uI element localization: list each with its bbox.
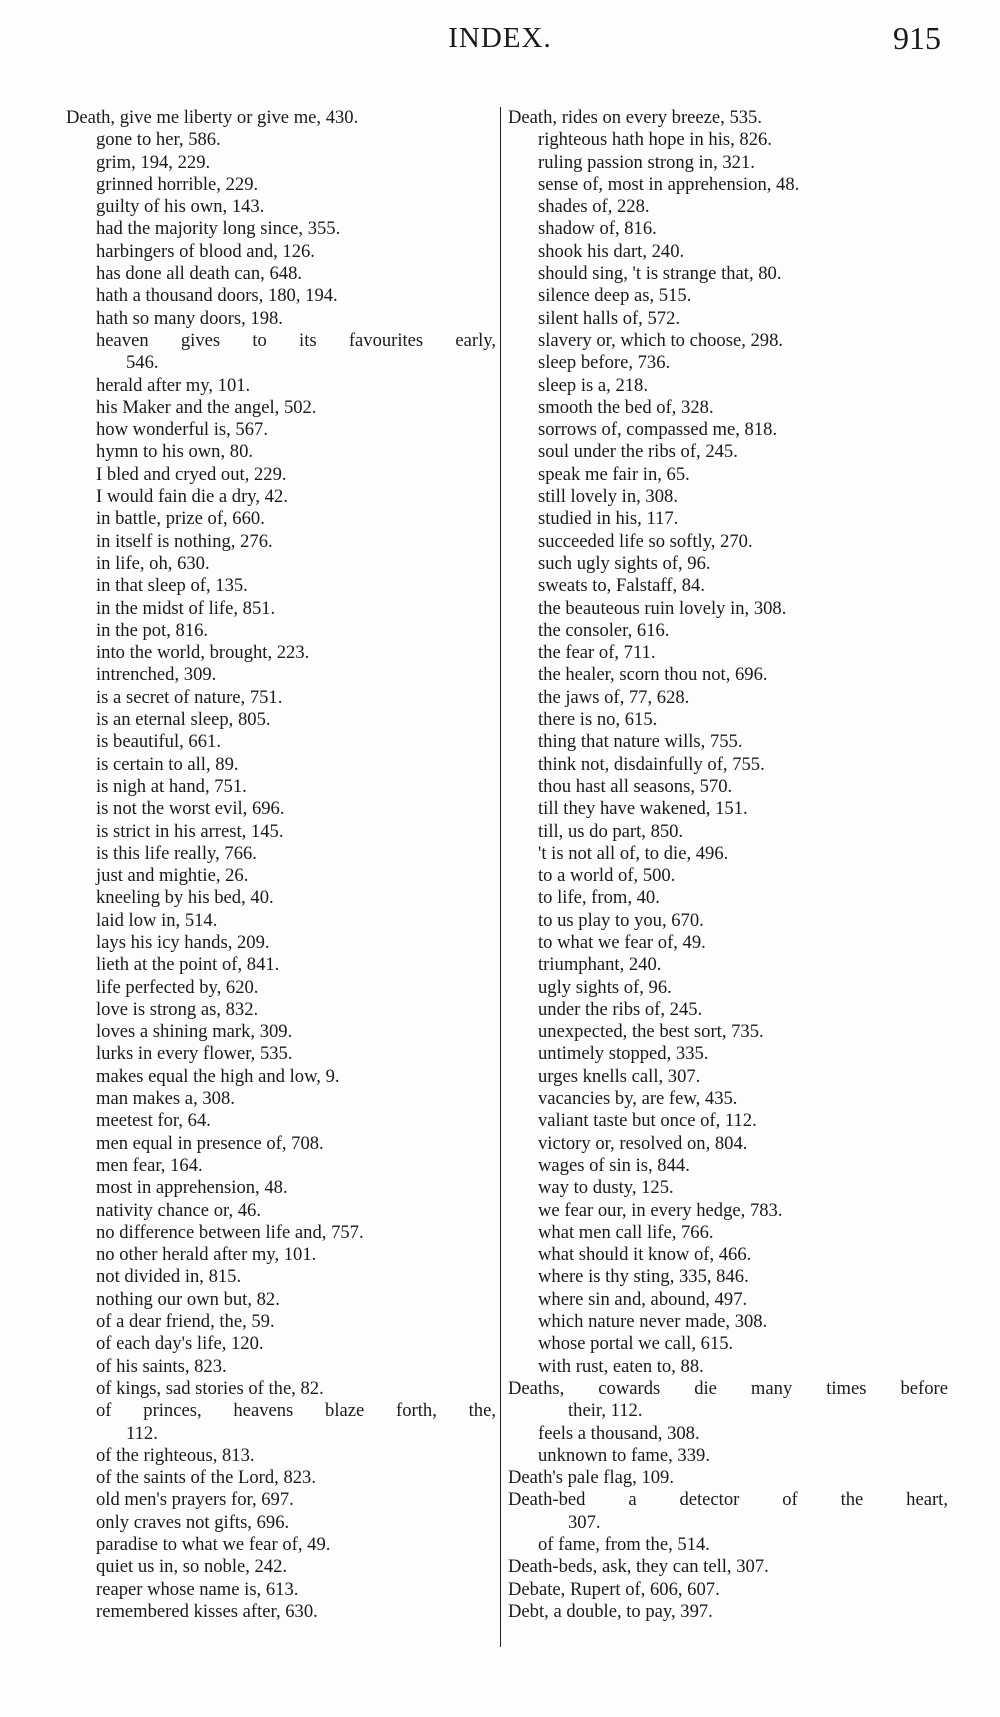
index-column-right xyxy=(508,107,954,1623)
index-continuation: 112. xyxy=(126,1422,158,1444)
running-title: INDEX. xyxy=(448,22,552,54)
index-subentry: is beautiful, 661. xyxy=(96,731,221,753)
index-heading: Death, give me liberty or give me, 430. xyxy=(66,107,359,128)
index-subentry: gone to her, 586. xyxy=(96,129,221,151)
index-subentry: into the world, brought, 223. xyxy=(96,642,310,664)
index-heading: Debate, Rupert of, 606, 607. xyxy=(508,1578,720,1600)
index-subentry: the healer, scorn thou not, 696. xyxy=(538,664,768,686)
index-subentry: wages of sin is, 844. xyxy=(538,1154,690,1176)
index-subentry: in itself is nothing, 276. xyxy=(96,530,273,552)
index-subentry: nothing our own but, 82. xyxy=(96,1288,280,1310)
index-subentry: lurks in every flower, 535. xyxy=(96,1043,293,1065)
index-heading: Death-bed a detector of the heart, xyxy=(508,1489,948,1511)
index-subentry: lieth at the point of, 841. xyxy=(96,954,280,976)
index-subentry: which nature never made, 308. xyxy=(538,1311,768,1333)
index-heading: Death's pale flag, 109. xyxy=(508,1467,674,1489)
index-subentry: old men's prayers for, 697. xyxy=(96,1489,294,1511)
index-subentry: we fear our, in every hedge, 783. xyxy=(538,1199,783,1221)
index-column-left xyxy=(66,107,496,1623)
index-subentry: harbingers of blood and, 126. xyxy=(96,240,315,262)
index-subentry: how wonderful is, 567. xyxy=(96,419,268,441)
index-subentry: is nigh at hand, 751. xyxy=(96,775,247,797)
index-subentry: silent halls of, 572. xyxy=(538,307,681,329)
index-subentry: grinned horrible, 229. xyxy=(96,173,259,195)
index-subentry: I bled and cryed out, 229. xyxy=(96,463,287,485)
index-subentry: ugly sights of, 96. xyxy=(538,976,672,998)
index-subentry: to a world of, 500. xyxy=(538,865,676,887)
index-subentry: hath a thousand doors, 180, 194. xyxy=(96,285,338,307)
index-subentry: such ugly sights of, 96. xyxy=(538,552,711,574)
index-subentry: what men call life, 766. xyxy=(538,1221,714,1243)
index-subentry: speak me fair in, 65. xyxy=(538,463,690,485)
index-subentry: heaven gives to its favourites early, xyxy=(96,329,496,351)
index-continuation: their, 112. xyxy=(568,1400,643,1422)
index-subentry: paradise to what we fear of, 49. xyxy=(96,1534,331,1555)
index-subentry: shades of, 228. xyxy=(538,196,650,218)
index-subentry: love is strong as, 832. xyxy=(96,998,259,1020)
index-subentry: only craves not gifts, 696. xyxy=(96,1511,290,1533)
index-subentry: loves a shining mark, 309. xyxy=(96,1021,293,1043)
index-subentry: what should it know of, 466. xyxy=(538,1244,752,1266)
index-subentry: unknown to fame, 339. xyxy=(538,1444,710,1466)
index-subentry: men equal in presence of, 708. xyxy=(96,1132,324,1154)
index-subentry: grim, 194, 229. xyxy=(96,151,211,173)
index-subentry: of the saints of the Lord, 823. xyxy=(96,1467,316,1489)
index-subentry: 't is not all of, to die, 496. xyxy=(538,842,729,864)
index-heading: Deaths, cowards die many times before xyxy=(508,1377,948,1399)
index-subentry: in that sleep of, 135. xyxy=(96,575,248,597)
index-subentry: the consoler, 616. xyxy=(538,619,670,641)
index-subentry: way to dusty, 125. xyxy=(538,1177,674,1199)
index-subentry: hymn to his own, 80. xyxy=(96,441,254,463)
index-subentry: no other herald after my, 101. xyxy=(96,1244,317,1266)
index-subentry: till, us do part, 850. xyxy=(538,820,684,842)
index-subentry: of kings, sad stories of the, 82. xyxy=(96,1377,324,1399)
index-subentry: under the ribs of, 245. xyxy=(538,998,703,1020)
index-subentry: the fear of, 711. xyxy=(538,642,656,664)
index-subentry: I would fain die a dry, 42. xyxy=(96,486,288,508)
index-heading: Debt, a double, to pay, 397. xyxy=(508,1600,713,1622)
index-subentry: still lovely in, 308. xyxy=(538,486,678,508)
index-subentry: life perfected by, 620. xyxy=(96,976,259,998)
index-subentry: valiant taste but once of, 112. xyxy=(538,1110,757,1132)
index-subentry: not divided in, 815. xyxy=(96,1266,242,1288)
index-subentry: triumphant, 240. xyxy=(538,954,662,976)
index-subentry: feels a thousand, 308. xyxy=(538,1422,700,1444)
index-subentry: vacancies by, are few, 435. xyxy=(538,1088,738,1110)
index-heading: Death, rides on every breeze, 535. xyxy=(508,107,763,128)
index-subentry: remembered kisses after, 630. xyxy=(96,1600,318,1622)
index-subentry: had the majority long since, 355. xyxy=(96,218,341,240)
index-subentry: ruling passion strong in, 321. xyxy=(538,151,755,173)
index-subentry: victory or, resolved on, 804. xyxy=(538,1132,748,1154)
page-number: 915 xyxy=(893,20,941,56)
page-header xyxy=(0,0,1000,80)
index-subentry: soul under the ribs of, 245. xyxy=(538,441,738,463)
index-subentry: guilty of his own, 143. xyxy=(96,196,265,218)
index-subentry: to what we fear of, 49. xyxy=(538,931,706,953)
index-continuation: 307. xyxy=(568,1511,601,1533)
index-subentry: has done all death can, 648. xyxy=(96,263,303,285)
index-subentry: thing that nature wills, 755. xyxy=(538,731,743,753)
index-subentry: in battle, prize of, 660. xyxy=(96,508,265,530)
index-subentry: nativity chance or, 46. xyxy=(96,1199,261,1221)
index-subentry: of his saints, 823. xyxy=(96,1355,227,1377)
index-subentry: of the righteous, 813. xyxy=(96,1444,255,1466)
index-continuation: 546. xyxy=(126,352,159,374)
index-subentry: kneeling by his bed, 40. xyxy=(96,887,274,909)
index-subentry: in life, oh, 630. xyxy=(96,552,210,574)
index-subentry: sleep is a, 218. xyxy=(538,374,648,396)
index-subentry: herald after my, 101. xyxy=(96,374,251,396)
column-divider xyxy=(500,107,501,1647)
index-subentry: untimely stopped, 335. xyxy=(538,1043,709,1065)
index-subentry: in the midst of life, 851. xyxy=(96,597,276,619)
index-subentry: should sing, 't is strange that, 80. xyxy=(538,263,782,285)
index-subentry: whose portal we call, 615. xyxy=(538,1333,734,1355)
index-subentry: is this life really, 766. xyxy=(96,842,257,864)
index-subentry: to life, from, 40. xyxy=(538,887,660,909)
index-subentry: hath so many doors, 198. xyxy=(96,307,283,329)
index-subentry: just and mightie, 26. xyxy=(96,865,249,887)
index-subentry: there is no, 615. xyxy=(538,709,658,731)
index-subentry: thou hast all seasons, 570. xyxy=(538,775,733,797)
index-subentry: quiet us in, so noble, 242. xyxy=(96,1556,288,1578)
index-subentry: till they have wakened, 151. xyxy=(538,798,748,820)
index-subentry: of fame, from the, 514. xyxy=(538,1534,710,1555)
index-subentry: of princes, heavens blaze forth, the, xyxy=(96,1400,496,1422)
index-subentry: smooth the bed of, 328. xyxy=(538,396,714,418)
index-subentry: silence deep as, 515. xyxy=(538,285,692,307)
index-subentry: unexpected, the best sort, 735. xyxy=(538,1021,764,1043)
index-subentry: succeeded life so softly, 270. xyxy=(538,530,753,552)
index-subentry: no difference between life and, 757. xyxy=(96,1221,364,1243)
index-subentry: his Maker and the angel, 502. xyxy=(96,396,317,418)
index-subentry: urges knells call, 307. xyxy=(538,1065,701,1087)
index-subentry: the jaws of, 77, 628. xyxy=(538,686,690,708)
index-subentry: the beauteous ruin lovely in, 308. xyxy=(538,597,787,619)
index-subentry: where sin and, abound, 497. xyxy=(538,1288,748,1310)
index-subentry: makes equal the high and low, 9. xyxy=(96,1065,340,1087)
index-subentry: man makes a, 308. xyxy=(96,1088,235,1110)
index-subentry: where is thy sting, 335, 846. xyxy=(538,1266,749,1288)
index-subentry: think not, disdainfully of, 755. xyxy=(538,753,765,775)
index-subentry: in the pot, 816. xyxy=(96,619,209,641)
index-subentry: is not the worst evil, 696. xyxy=(96,798,285,820)
index-subentry: with rust, eaten to, 88. xyxy=(538,1355,704,1377)
index-subentry: of a dear friend, the, 59. xyxy=(96,1311,275,1333)
index-subentry: is an eternal sleep, 805. xyxy=(96,709,271,731)
index-subentry: most in apprehension, 48. xyxy=(96,1177,288,1199)
index-subentry: meetest for, 64. xyxy=(96,1110,211,1132)
index-subentry: slavery or, which to choose, 298. xyxy=(538,329,784,351)
index-subentry: is a secret of nature, 751. xyxy=(96,686,283,708)
index-subentry: shook his dart, 240. xyxy=(538,240,685,262)
index-subentry: of each day's life, 120. xyxy=(96,1333,264,1355)
index-subentry: sweats to, Falstaff, 84. xyxy=(538,575,705,597)
index-subentry: sorrows of, compassed me, 818. xyxy=(538,419,778,441)
index-subentry: men fear, 164. xyxy=(96,1154,203,1176)
index-heading: Death-beds, ask, they can tell, 307. xyxy=(508,1556,769,1578)
index-subentry: to us play to you, 670. xyxy=(538,909,704,931)
index-subentry: sense of, most in apprehension, 48. xyxy=(538,173,800,195)
index-subentry: righteous hath hope in his, 826. xyxy=(538,129,772,151)
index-subentry: lays his icy hands, 209. xyxy=(96,931,270,953)
index-subentry: studied in his, 117. xyxy=(538,508,679,530)
index-subentry: shadow of, 816. xyxy=(538,218,657,240)
index-subentry: intrenched, 309. xyxy=(96,664,217,686)
index-subentry: reaper whose name is, 613. xyxy=(96,1578,299,1600)
index-subentry: is certain to all, 89. xyxy=(96,753,239,775)
index-subentry: is strict in his arrest, 145. xyxy=(96,820,284,842)
index-subentry: sleep before, 736. xyxy=(538,352,671,374)
index-subentry: laid low in, 514. xyxy=(96,909,218,931)
